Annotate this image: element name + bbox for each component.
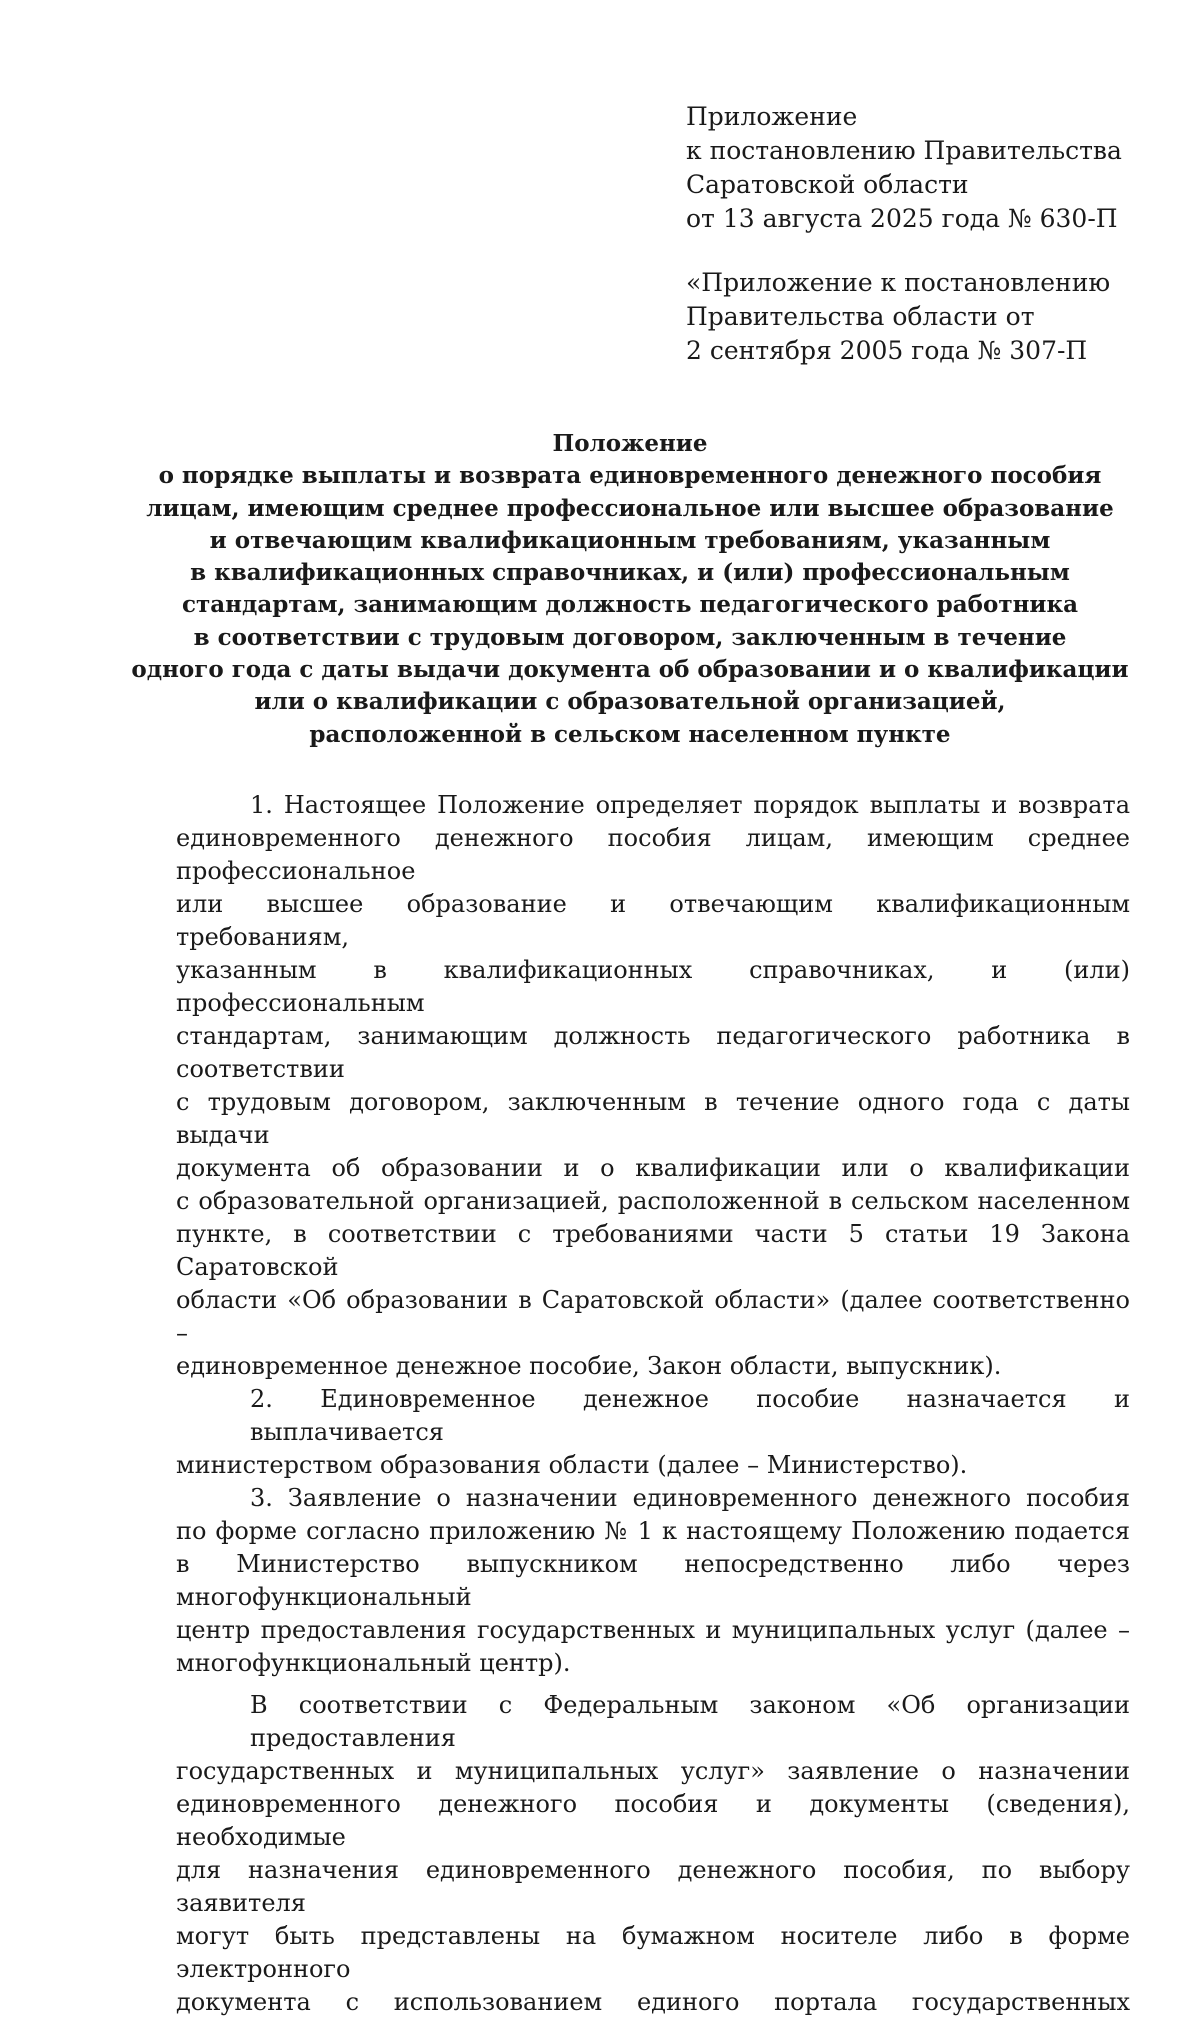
text-line: 1. Настоящее Положение определяет порядок выплаты и возврата [250,791,1130,819]
title-line: в квалификационных справочниках, и (или) профессиональным [190,559,1070,587]
title-line: и отвечающим квалификационным требованиям, указанным [209,526,1051,554]
title-line: одного года с даты выдачи документа об образовании и о квалификации [131,656,1129,684]
text-line: или высшее образование и отвечающим квалификационным требованиям, [176,890,1130,951]
title-line: Положение [552,430,708,457]
text-line: документа с использованием единого портала государственных [176,1988,1130,2016]
paragraph-3 [176,1482,1130,1680]
paragraph-1 [176,789,1130,1383]
text-line: В соответствии с Федеральным законом «Об организации предоставления [250,1691,1130,1752]
appendix-line: к постановлению Правительства [686,136,1122,165]
appendix-line: от 13 августа 2025 года № 630-П [686,204,1118,233]
original-appendix-reference [686,266,1146,368]
appendix-line: Приложение [686,102,858,131]
title-line: или о квалификации с образовательной организацией, [254,688,1006,716]
text-line: многофункциональный центр). [176,1649,571,1677]
text-line: министерством образования области (далее – Министерство). [176,1451,968,1479]
document-body [176,789,1130,2019]
document-title [130,428,1130,751]
title-line: расположенной в сельском населенном пункте [309,720,951,748]
text-line: с трудовым договором, заключенным в течение одного года с даты выдачи [176,1088,1130,1149]
title-line: о порядке выплаты и возврата единовременного денежного пособия [158,462,1102,490]
text-line: 3. Заявление о назначении единовременного денежного пособия [250,1484,1130,1512]
paragraph-4 [176,1689,1130,2019]
text-line: государственных и муниципальных услуг» заявление о назначении [176,1757,1130,1785]
appendix-line: Саратовской области [686,170,969,199]
text-line: документа об образовании и о квалификации или о квалификации [176,1154,1130,1182]
appendix-reference-line: Правительства области от [686,302,1035,331]
text-line: пункте, в соответствии с требованиями части 5 статьи 19 Закона Саратовской [176,1220,1130,1281]
text-line: могут быть представлены на бумажном носителе либо в форме электронного [176,1922,1130,1983]
title-line: стандартам, занимающим должность педагогического работника [182,591,1078,619]
text-line: в Министерство выпускником непосредственно либо через многофункциональный [176,1550,1130,1611]
title-line: в соответствии с трудовым договором, заключенным в течение [193,623,1067,651]
text-line: единовременного денежного пособия и документы (сведения), необходимые [176,1790,1130,1851]
paragraph-2 [176,1383,1130,1482]
text-line: указанным в квалификационных справочниках, и (или) профессиональным [176,956,1130,1017]
appendix-reference-line: 2 сентября 2005 года № 307-П [686,336,1088,365]
appendix-header [686,100,1146,236]
appendix-reference-line: «Приложение к постановлению [686,268,1111,297]
text-line: центр предоставления государственных и муниципальных услуг (далее – [176,1616,1130,1644]
text-line: 2. Единовременное денежное пособие назначается и выплачивается [250,1385,1130,1446]
text-line: для назначения единовременного денежного пособия, по выбору заявителя [176,1856,1130,1917]
text-line: с образовательной организацией, расположенной в сельском населенном [176,1187,1130,1215]
text-line: стандартам, занимающим должность педагогического работника в соответствии [176,1022,1130,1083]
text-line: области «Об образовании в Саратовской области» (далее соответственно – [176,1286,1130,1347]
title-line: лицам, имеющим среднее профессиональное или высшее образование [146,494,1114,522]
text-line: единовременное денежное пособие, Закон области, выпускник). [176,1352,1002,1380]
text-line: по форме согласно приложению № 1 к настоящему Положению подается [176,1517,1130,1545]
text-line: единовременного денежного пособия лицам, имеющим среднее профессиональное [176,824,1130,885]
